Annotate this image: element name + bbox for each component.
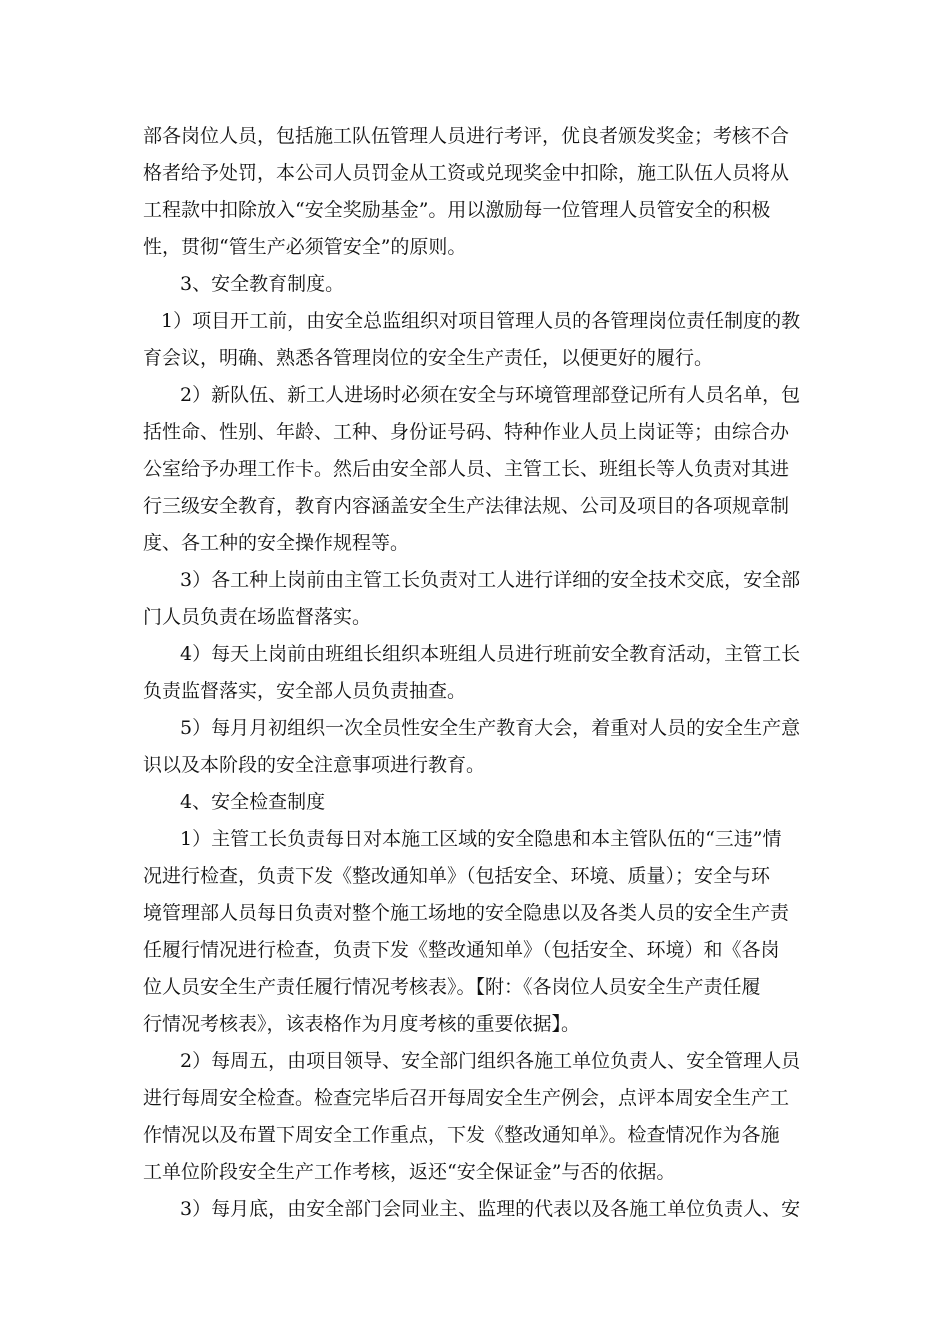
section-heading: 3、安全教育制度。 xyxy=(180,273,345,295)
text-line: 行三级安全教育，教育内容涵盖安全生产法律法规、公司及项目的各项规章制 xyxy=(143,495,790,517)
text-line: 2）新队伍、新工人进场时必须在安全与环境管理部登记所有人员名单，包 xyxy=(180,384,801,406)
text-line: 工程款中扣除放入“安全奖励基金”。用以激励每一位管理人员管安全的积极 xyxy=(143,199,771,221)
text-line: 行情况考核表》，该表格作为月度考核的重要依据】。 xyxy=(143,1013,581,1035)
text-line: 3）各工种上岗前由主管工长负责对工人进行详细的安全技术交底，安全部 xyxy=(180,569,801,591)
text-line: 性，贯彻“管生产必须管安全”的原则。 xyxy=(143,236,467,258)
text-line: 识以及本阶段的安全注意事项进行教育。 xyxy=(143,754,486,776)
text-line: 作情况以及布置下周安全工作重点，下发《整改通知单》。检查情况作为各施 xyxy=(143,1124,780,1146)
text-line: 工单位阶段安全生产工作考核，返还“安全保证金”与否的依据。 xyxy=(143,1161,676,1183)
text-line: 格者给予处罚，本公司人员罚金从工资或兑现奖金中扣除，施工队伍人员将从 xyxy=(143,162,790,184)
text-line: 负责监督落实，安全部人员负责抽查。 xyxy=(143,680,467,702)
text-line: 公室给予办理工作卡。然后由安全部人员、主管工长、班组长等人负责对其进 xyxy=(143,458,790,480)
text-line: 3）每月底，由安全部门会同业主、监理的代表以及各施工单位负责人、安 xyxy=(180,1198,801,1220)
text-line: 度、各工种的安全操作规程等。 xyxy=(143,532,410,554)
text-line: 位人员安全生产责任履行情况考核表》。【附：《各岗位人员安全生产责任履 xyxy=(143,976,761,998)
section-heading: 4、安全检查制度 xyxy=(180,791,326,813)
text-line: 部各岗位人员，包括施工队伍管理人员进行考评，优良者颁发奖金；考核不合 xyxy=(143,125,790,147)
text-line: 1）项目开工前，由安全总监组织对项目管理人员的各管理岗位责任制度的教 xyxy=(161,310,801,332)
text-line: 括性命、性别、年龄、工种、身份证号码、特种作业人员上岗证等；由综合办 xyxy=(143,421,790,443)
text-line: 门人员负责在场监督落实。 xyxy=(143,606,372,628)
text-line: 5）每月月初组织一次全员性安全生产教育大会，着重对人员的安全生产意 xyxy=(180,717,801,739)
text-line: 1）主管工长负责每日对本施工区域的安全隐患和本主管队伍的“三违”情 xyxy=(180,828,782,850)
text-line: 4）每天上岗前由班组长组织本班组人员进行班前安全教育活动，主管工长 xyxy=(180,643,801,665)
text-line: 境管理部人员每日负责对整个施工场地的安全隐患以及各类人员的安全生产责 xyxy=(143,902,790,924)
text-line: 况进行检查，负责下发《整改通知单》（包括安全、环境、质量）；安全与环 xyxy=(143,865,771,887)
text-line: 任履行情况进行检查，负责下发《整改通知单》（包括安全、环境）和《各岗 xyxy=(143,939,780,961)
text-line: 进行每周安全检查。检查完毕后召开每周安全生产例会，点评本周安全生产工 xyxy=(143,1087,790,1109)
text-line: 2）每周五，由项目领导、安全部门组织各施工单位负责人、安全管理人员 xyxy=(180,1050,801,1072)
text-line: 育会议，明确、熟悉各管理岗位的安全生产责任，以便更好的履行。 xyxy=(143,347,714,369)
